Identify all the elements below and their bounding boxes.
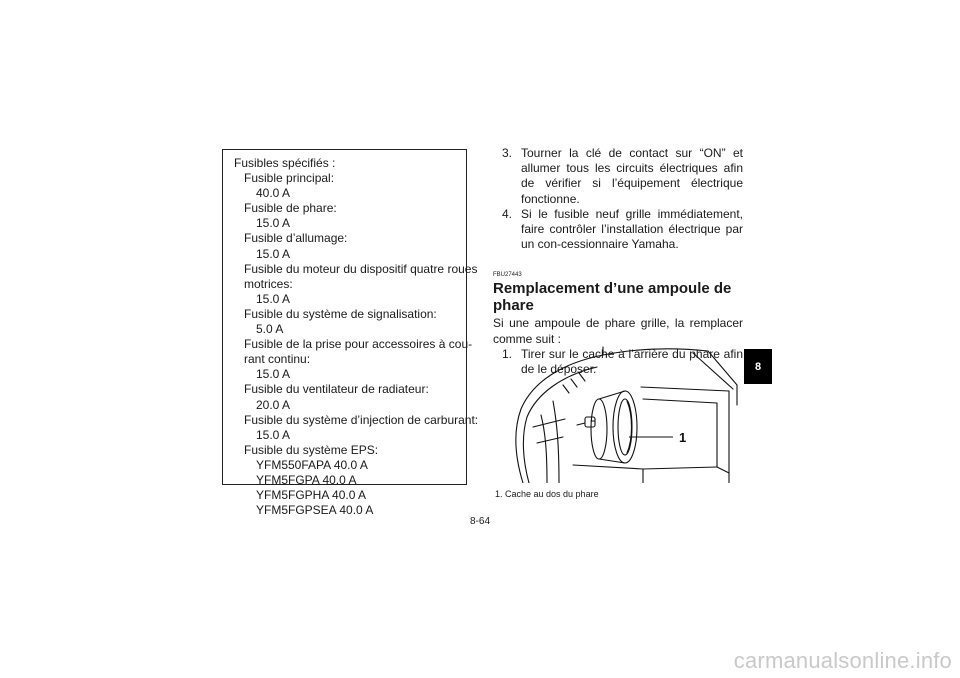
- fuse-spec-line: Fusibles spécifiés :: [234, 156, 336, 170]
- page-number: 8-64: [470, 516, 491, 527]
- step-text: Si le fusible neuf grille immédiatement, faire contrôler l’installation électrique par un con-cessionnaire Yamaha.: [521, 206, 743, 252]
- fuse-spec-line: Fusible du système d’injection de carburant:: [244, 412, 479, 427]
- fuse-spec-line: 15.0 A: [256, 291, 291, 306]
- fuse-spec-line: Fusible du système de signalisation:: [244, 306, 437, 321]
- fuse-spec-line: YFM5FGPSEA 40.0 A: [256, 503, 374, 518]
- step-text: Tourner la clé de contact sur “ON” et allumer tous les circuits électriques afin de vérifier si l’équipement électrique fonctionne.: [521, 146, 743, 206]
- step-item: [493, 207, 743, 253]
- fuse-spec-line: motrices:: [244, 276, 293, 291]
- fuse-spec-line: rant continu:: [244, 352, 311, 367]
- fuse-spec-line: Fusible de la prise pour accessoires à cou-: [244, 337, 473, 352]
- fuse-spec-line: YFM550FAPA 40.0 A: [256, 457, 368, 472]
- step-item: [493, 146, 743, 207]
- fuse-spec-list: [234, 156, 479, 518]
- fuse-spec-line: YFM5FGPA 40.0 A: [256, 472, 357, 487]
- fuse-spec-line: 15.0 A: [256, 216, 291, 231]
- headlight-figure: [493, 345, 741, 483]
- fuse-spec-line: Fusible du moteur du dispositif quatre roues: [244, 261, 478, 276]
- chapter-tab: 8: [744, 349, 772, 384]
- fuse-spec-line: Fusible du ventilateur de radiateur:: [244, 382, 429, 397]
- fuse-spec-line: 15.0 A: [256, 246, 291, 261]
- section-heading: Remplacement d’une ampoule de phare: [493, 280, 732, 315]
- step-text: Tirer sur le cache à l’arrière du phare afin de le déposer.: [521, 346, 743, 377]
- right-column: [493, 146, 743, 377]
- fuse-spec-line: 15.0 A: [256, 427, 291, 442]
- figure-caption: 1. Cache au dos du phare: [495, 489, 599, 499]
- step-number: 1.: [502, 346, 513, 361]
- section-intro: Si une ampoule de phare grille, la remplacer comme suit :: [493, 316, 743, 346]
- section-code: FBU27443: [493, 272, 522, 279]
- step-number: 4.: [502, 206, 513, 221]
- figure-callout-number: 1: [679, 430, 687, 445]
- step-number: 3.: [502, 146, 513, 160]
- fuse-spec-line: Fusible principal:: [244, 171, 335, 186]
- fuse-spec-line: 40.0 A: [256, 186, 291, 201]
- fuse-spec-line: Fusible de phare:: [244, 201, 337, 216]
- fuse-spec-line: 20.0 A: [256, 397, 291, 412]
- fuse-spec-line: Fusible d’allumage:: [244, 231, 348, 246]
- watermark-text: carmanualsonline.info: [733, 648, 952, 673]
- fuse-spec-line: 5.0 A: [256, 322, 284, 337]
- fuse-spec-box: [222, 149, 479, 518]
- headlight-illustration: [493, 345, 741, 483]
- fuse-spec-line: 15.0 A: [256, 367, 291, 382]
- fuse-spec-line: Fusible du système EPS:: [244, 442, 379, 457]
- fuse-spec-line: YFM5FGPHA 40.0 A: [256, 488, 367, 503]
